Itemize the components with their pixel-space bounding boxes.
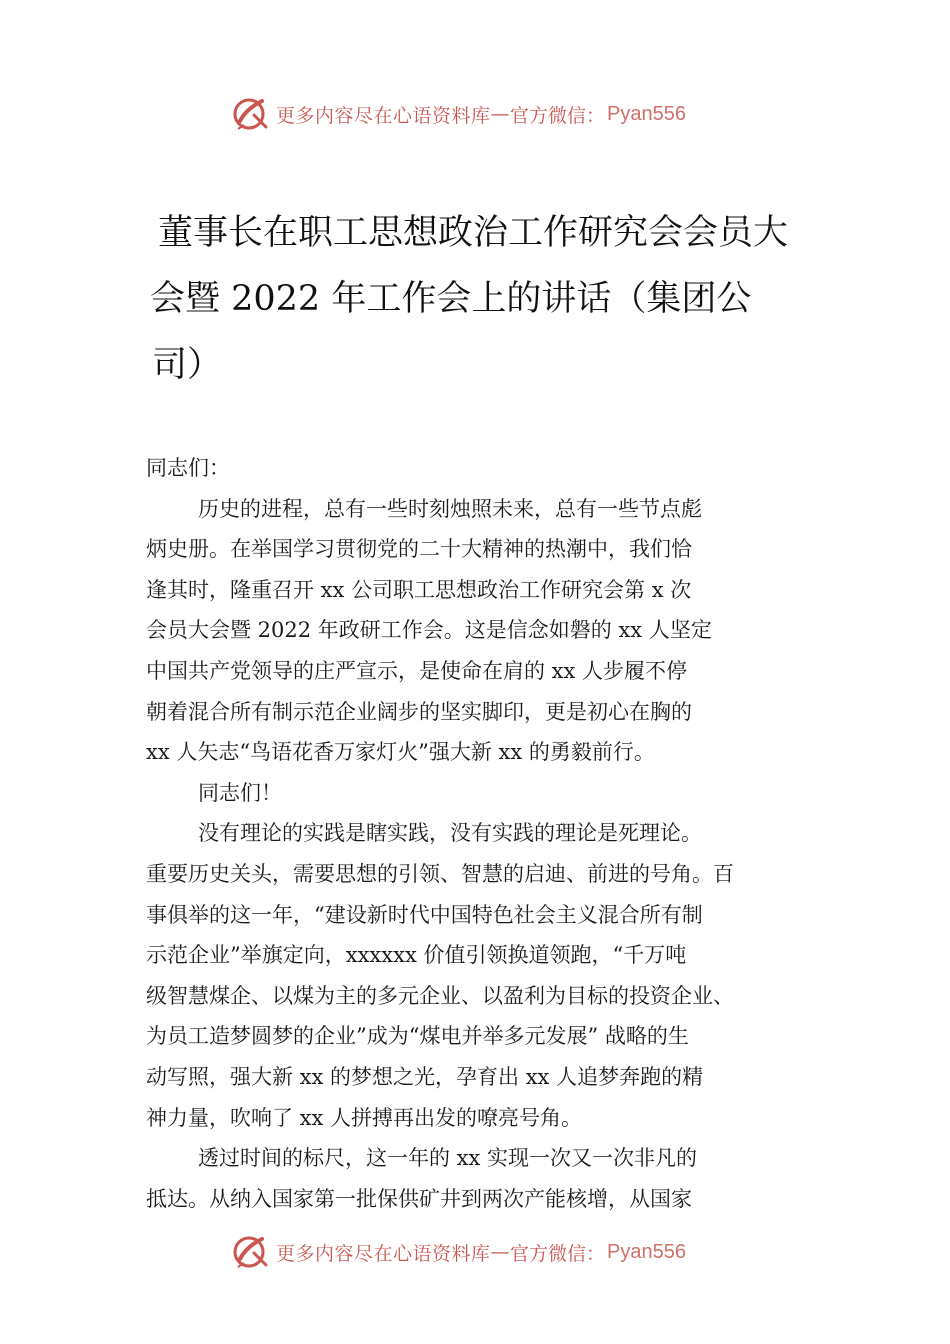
watermark-banner-top [232, 94, 686, 134]
watermark-dash: — [490, 103, 511, 125]
watermark-wechat-label: 官方微信： [510, 104, 606, 127]
paragraph-line: 事俱举的这一年，“建设新时代中国特色社会主义混合所有制 [146, 902, 703, 927]
paragraph-line: 透过时间的标尺，这一年的 xx 实现一次又一次非凡的 [198, 1146, 698, 1171]
title-line: 会暨 2022 年工作会上的讲话（集团公 [150, 279, 752, 319]
paragraph-line: xx 人矢志“鸟语花香万家灯火”强大新 xx 的勇毅前行。 [146, 740, 655, 765]
paragraph-line: 重要历史关头，需要思想的引领、智慧的启迪、前进的号角。百 [146, 861, 734, 886]
paragraph-line: 炳史册。在举国学习贯彻党的二十大精神的热潮中，我们恰 [146, 537, 692, 562]
salutation: 同志们： [146, 456, 230, 480]
watermark-dash: — [490, 1241, 511, 1263]
paragraph-line: 级智慧煤企、以煤为主的多元企业、以盈利为目标的投资企业、 [146, 983, 734, 1008]
paragraph-line: 没有理论的实践是瞎实践，没有实践的理论是死理论。 [198, 821, 702, 846]
document-title [150, 200, 810, 398]
paragraph-line: 中国共产党领导的庄严宣示，是使命在肩的 xx 人步履不停 [146, 658, 688, 683]
watermark-wechat-id: Pyan556 [607, 102, 686, 125]
paragraph-line: 会员大会暨 2022 年政研工作会。这是信念如磐的 xx 人坚定 [146, 618, 712, 643]
title-line: 司） [152, 345, 223, 385]
document-body [146, 448, 816, 1219]
pen-logo-icon [232, 95, 272, 133]
paragraph-line: 动写照，强大新 xx 的梦想之光，孕育出 xx 人追梦奔跑的精 [146, 1064, 704, 1089]
title-line: 董事长在职工思想政治工作研究会会员大 [158, 213, 789, 253]
paragraph-line: 为员工造梦圆梦的企业”成为“煤电并举多元发展” 战略的生 [146, 1024, 689, 1049]
watermark-wechat-label: 官方微信： [510, 1242, 606, 1265]
watermark-text: 更多内容尽在心语资料库 [276, 104, 491, 127]
paragraph-line: 朝着混合所有制示范企业阔步的坚实脚印，更是初心在胸的 [146, 699, 692, 724]
paragraph-line: 示范企业”举旗定向，xxxxxx 价值引领换道领跑，“千万吨 [146, 943, 687, 968]
watermark-wechat-id: Pyan556 [607, 1240, 686, 1263]
paragraph-line: 抵达。从纳入国家第一批保供矿井到两次产能核增，从国家 [146, 1186, 692, 1211]
paragraph-line: 历史的进程，总有一些时刻烛照未来，总有一些节点彪 [198, 496, 702, 521]
watermark-banner-bottom [232, 1232, 686, 1272]
watermark-text: 更多内容尽在心语资料库 [276, 1242, 491, 1265]
pen-logo-icon [232, 1233, 272, 1271]
paragraph-line: 逢其时，隆重召开 xx 公司职工思想政治工作研究会第 x 次 [146, 577, 692, 602]
paragraph-line: 神力量，吹响了 xx 人拼搏再出发的嘹亮号角。 [146, 1105, 583, 1130]
salutation: 同志们！ [198, 780, 282, 805]
